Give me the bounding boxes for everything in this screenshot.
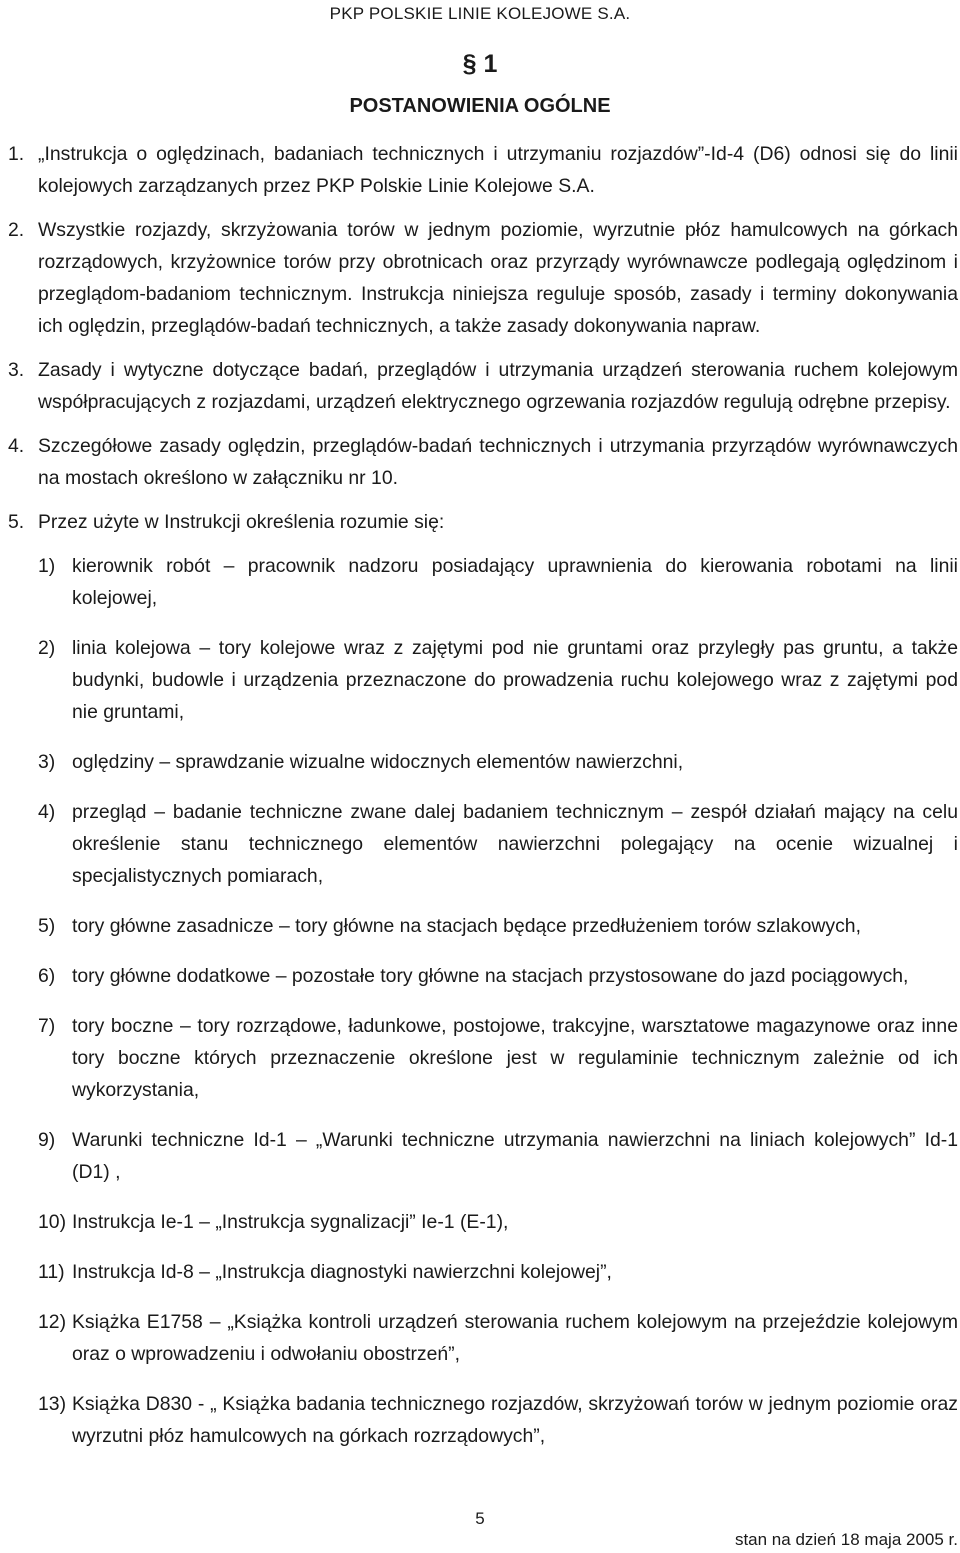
revision-date: stan na dzień 18 maja 2005 r. xyxy=(734,1530,958,1549)
paragraph xyxy=(0,354,960,418)
definition-number: 7) xyxy=(38,1015,56,1037)
definition-text: kierownik robót – pracownik nadzoru posiadający uprawnienia do kierowania robotami na linii kolejowej, xyxy=(72,555,958,609)
definition-item xyxy=(0,1256,960,1288)
definition-number: 10) xyxy=(38,1211,67,1233)
definition-text: linia kolejowa – tory kolejowe wraz z zajętymi pod nie gruntami oraz przyległy pas gruntu, a także budynki, budowle i urządzenia przeznaczone do prowadzenia ruchu kolejowego wraz z zajętymi pod nie gruntami, xyxy=(72,637,958,723)
definition-number: 1) xyxy=(38,555,56,577)
definition-number: 5) xyxy=(38,915,56,937)
definition-number: 4) xyxy=(38,801,56,823)
definition-item xyxy=(0,1306,960,1370)
definition-number: 2) xyxy=(38,637,56,659)
section-mark: § 1 xyxy=(462,50,498,78)
document-header: PKP POLSKIE LINIE KOLEJOWE S.A. xyxy=(329,4,631,23)
definition-text: tory główne zasadnicze – tory główne na stacjach będące przedłużeniem torów szlakowych, xyxy=(72,915,861,937)
paragraph-number: 2. xyxy=(8,219,25,241)
definition-number: 11) xyxy=(38,1261,65,1283)
definition-number: 12) xyxy=(38,1311,67,1333)
definition-number: 13) xyxy=(38,1393,67,1415)
paragraph-text: Szczegółowe zasady oględzin, przeglądów-badań technicznych i utrzymania przyrządów wyrównawczych na mostach określono w załączniku nr 10. xyxy=(38,435,958,489)
definition-text: oględziny – sprawdzanie wizualne widocznych elementów nawierzchni, xyxy=(72,751,684,773)
definition-number: 9) xyxy=(38,1129,56,1151)
paragraph-text: Wszystkie rozjazdy, skrzyżowania torów w jednym poziomie, wyrzutnie płóz hamulcowych na górkach rozrządowych, krzyżownice torów przy obrotnicach oraz przyrządy wyrównawcze podlegają oględzinom i przeglądom-badaniom technicznym. Instrukcja niniejsza reguluje sposób, zasady i terminy dokonywania ich oględzin, przeglądów-badań technicznych, a także zasady dokonywania napraw. xyxy=(38,219,958,337)
definition-item xyxy=(0,1010,960,1106)
definition-item xyxy=(0,910,960,942)
definition-number: 3) xyxy=(38,751,56,773)
definition-text: Warunki techniczne Id-1 – „Warunki techniczne utrzymania nawierzchni na liniach kolejowych” Id-1 (D1) , xyxy=(72,1129,958,1183)
paragraph-text: Przez użyte w Instrukcji określenia rozumie się: xyxy=(38,511,445,533)
definition-number: 6) xyxy=(38,965,56,987)
paragraph xyxy=(0,214,960,342)
definition-item xyxy=(0,1388,960,1452)
definition-text: Książka E1758 – „Książka kontroli urządzeń sterowania ruchem kolejowym na przejeździe kolejowym oraz o wprowadzeniu i odwołaniu obostrzeń”, xyxy=(72,1311,958,1365)
paragraph-number: 1. xyxy=(8,143,25,165)
page-number: 5 xyxy=(475,1509,485,1528)
definition-item xyxy=(0,632,960,728)
paragraph-number: 5. xyxy=(8,511,25,533)
definition-item xyxy=(0,960,960,992)
paragraph-number: 4. xyxy=(8,435,25,457)
paragraph xyxy=(0,138,960,202)
definition-text: przegląd – badanie techniczne zwane dalej badaniem technicznym – zespół działań mający na celu określenie stanu technicznego elementów nawierzchni polegający na ocenie wizualnej i specjalistycznych pomiarach, xyxy=(72,801,958,887)
definition-text: Instrukcja Id-8 – „Instrukcja diagnostyki nawierzchni kolejowej”, xyxy=(72,1261,612,1283)
definition-text: Instrukcja Ie-1 – „Instrukcja sygnalizacji” Ie-1 (E-1), xyxy=(72,1211,509,1233)
definition-item xyxy=(0,550,960,614)
paragraph-text: Zasady i wytyczne dotyczące badań, przeglądów i utrzymania urządzeń sterowania ruchem kolejowym współpracujących z rozjazdami, urządzeń elektrycznego ogrzewania rozjazdów regulują odrębne przepisy. xyxy=(38,359,958,413)
definition-text: Książka D830 - „ Książka badania technicznego rozjazdów, skrzyżowań torów w jednym poziomie oraz wyrzutni płóz hamulcowych na górkach rozrządowych”, xyxy=(72,1393,958,1447)
definition-text: tory główne dodatkowe – pozostałe tory główne na stacjach przystosowane do jazd pociągowych, xyxy=(72,965,909,987)
definition-item xyxy=(0,1206,960,1238)
definition-item xyxy=(0,796,960,892)
paragraph-number: 3. xyxy=(8,359,25,381)
paragraph-text: „Instrukcja o oględzinach, badaniach technicznych i utrzymaniu rozjazdów”-Id-4 (D6) odnosi się do linii kolejowych zarządzanych przez PKP Polskie Linie Kolejowe S.A. xyxy=(38,143,958,197)
document-body xyxy=(0,138,960,1470)
section-title: POSTANOWIENIA OGÓLNE xyxy=(349,95,611,117)
definition-item xyxy=(0,1124,960,1188)
definition-item xyxy=(0,746,960,778)
paragraph xyxy=(0,430,960,494)
paragraph xyxy=(0,506,960,538)
definition-text: tory boczne – tory rozrządowe, ładunkowe, postojowe, trakcyjne, warsztatowe magazynowe oraz inne tory boczne których przeznaczenie określone jest w regulaminie technicznym zależnie od ich wykorzystania, xyxy=(72,1015,958,1101)
